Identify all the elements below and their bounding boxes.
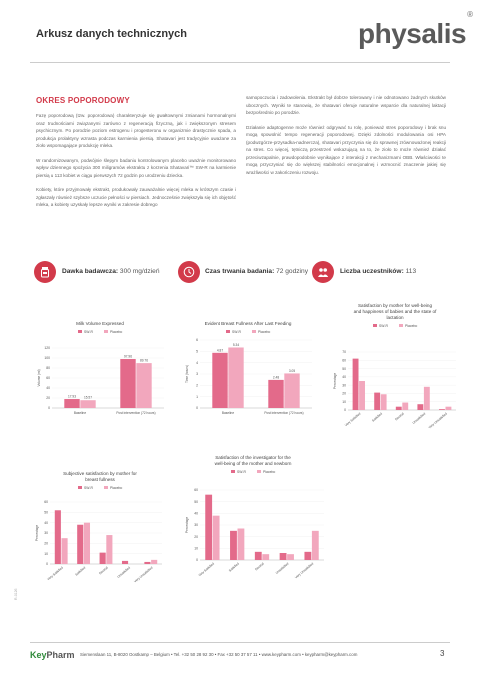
legend-swatch (226, 330, 230, 333)
chart-title: lactation (386, 315, 404, 320)
y-tick-label: 50 (44, 510, 48, 515)
x-tick-label: Baseline (221, 411, 235, 415)
bar (213, 516, 220, 560)
y-tick-label: 0 (196, 558, 198, 563)
y-tick-label: 40 (342, 375, 346, 380)
bar (55, 510, 61, 564)
chart-svg (178, 452, 328, 588)
legend-label: SW-R (84, 486, 93, 490)
stat-participants: Liczba uczestników: 113 (340, 268, 417, 275)
chart-investigator-satisfaction (178, 452, 328, 588)
bar (255, 552, 262, 560)
data-label: 89.76 (140, 358, 148, 363)
document-code: R-0126 (14, 588, 18, 600)
legend-swatch (257, 470, 261, 473)
x-tick-label: Post intervention (72 hours) (116, 411, 156, 415)
text-column-right (246, 94, 446, 183)
bar (77, 525, 83, 564)
chart-svg (30, 468, 170, 588)
x-tick-label: Very Unsatisfied (427, 411, 448, 430)
x-tick-label: Very Unsatisfied (133, 565, 154, 584)
stat-value: 72 godziny (276, 268, 308, 275)
chart-title: Milk Volume Expressed (76, 321, 124, 326)
x-tick-label: Neutral (394, 411, 405, 422)
logo-text: physalis (358, 18, 467, 49)
bar (304, 552, 311, 560)
y-tick-label: 20 (194, 534, 198, 539)
bar (284, 373, 299, 408)
paragraph: Fazę poporodową (tzw. poporodowa) charakteryzuje się gwałtownymi zmianami hormonalnymi oraz trudnościami związanymi zarówno z regeneracją fizyczną, jak i zwiększonym stresem psychicznym. Po porodzie poziom estrogenu i progesteronu w organizmie drastycznie spada, a produkcja prolaktyny wzrasta podczas karmienia piersią. Shatavari jest tradycyjnie uważane za zioło wspomagające produkcję mleka. (36, 113, 236, 148)
y-tick-label: 60 (342, 358, 346, 363)
data-label: 4.87 (216, 348, 224, 353)
legend-swatch (78, 330, 82, 333)
legend-label: Placebo (110, 330, 123, 334)
y-tick-label: 100 (44, 356, 50, 361)
bar (417, 404, 423, 410)
physalis-logo (358, 9, 473, 50)
chart-milk-volume (30, 318, 170, 428)
legend-label: SW-R (379, 324, 388, 328)
y-tick-label: 10 (342, 399, 346, 404)
x-tick-label: Satisfied (371, 411, 384, 423)
y-tick-label: 50 (342, 366, 346, 371)
y-tick-label: 2 (196, 383, 198, 388)
legend-label: SW-R (84, 330, 93, 334)
bar (396, 407, 402, 410)
bar (144, 562, 150, 564)
chart-title: breast fullness (85, 477, 115, 482)
x-tick-label: Unsatisfied (116, 565, 132, 579)
bar (151, 560, 157, 564)
y-tick-label: 40 (44, 520, 48, 525)
y-tick-label: 5 (196, 349, 198, 354)
x-tick-label: Baseline (73, 411, 87, 415)
data-label: 5.34 (232, 342, 240, 347)
clock-icon (178, 261, 200, 283)
bar (424, 387, 430, 410)
footer-divider (30, 642, 450, 643)
y-tick-label: 70 (342, 350, 346, 355)
y-tick-label: 30 (44, 531, 48, 536)
chart-title: Evident Breast Fullness After Last Feeding (204, 321, 292, 326)
y-tick-label: 0 (344, 408, 346, 413)
logo-part-a: Key (30, 650, 47, 660)
bar (64, 399, 79, 408)
data-label: 2.48 (272, 375, 280, 380)
y-tick-label: 30 (342, 383, 346, 388)
y-tick-label: 10 (194, 546, 198, 551)
chart-breast-fullness-time (178, 318, 318, 428)
y-axis-label: Time (hours) (185, 365, 189, 383)
y-tick-label: 6 (196, 338, 198, 343)
bar (136, 363, 151, 408)
bar (106, 535, 112, 564)
chart-svg (330, 300, 460, 430)
y-axis-label: Percentage (35, 524, 39, 542)
chart-svg (178, 318, 318, 428)
x-tick-label: Very Satisfied (46, 565, 64, 582)
y-tick-label: 60 (194, 488, 198, 493)
y-tick-label: 60 (46, 376, 50, 381)
legend-label: Placebo (263, 470, 276, 474)
y-tick-label: 0 (46, 562, 48, 567)
y-tick-label: 10 (44, 551, 48, 556)
x-tick-label: Neutral (254, 561, 265, 572)
legend-swatch (399, 324, 403, 327)
x-tick-label: Satisfied (227, 561, 240, 573)
text-column-left (36, 112, 236, 216)
footer-address: Siemenslaan 11, B-8020 Oostkamp – Belgium • Tel. +32 50 28 92 30 • Fax +32 50 37 57 11 • www.keypharm.com • keypharm@keypharm.com (80, 652, 358, 657)
pill-bottle-icon (34, 261, 56, 283)
y-tick-label: 20 (44, 541, 48, 546)
stat-dose: Dawka badawcza: 300 mg/dzień (62, 268, 160, 275)
legend-label: SW-R (237, 470, 246, 474)
bar (212, 353, 227, 408)
y-tick-label: 3 (196, 372, 198, 377)
y-tick-label: 40 (46, 386, 50, 391)
x-tick-label: Very Satisfied (343, 411, 362, 428)
y-tick-label: 40 (194, 511, 198, 516)
x-tick-label: Satisfied (74, 565, 87, 577)
chart-title: well-being of the mother and newborn (214, 461, 292, 466)
y-tick-label: 4 (196, 360, 198, 365)
page-header (0, 0, 480, 78)
x-tick-label: Unsatisfied (411, 411, 427, 425)
bar (446, 407, 452, 410)
chart-title: Satisfaction of the investigator for the (215, 455, 291, 460)
bar (312, 531, 319, 560)
bar (205, 495, 212, 560)
bar (402, 403, 408, 410)
data-label: 15.57 (84, 395, 92, 400)
stat-label: Dawka badawcza (62, 268, 116, 275)
y-tick-label: 20 (342, 391, 346, 396)
legend-swatch (104, 330, 108, 333)
data-label: 3.05 (288, 368, 296, 373)
bar (238, 529, 245, 561)
bar (280, 553, 287, 560)
study-stats (0, 254, 480, 290)
registered-mark: ® (467, 9, 473, 19)
y-tick-label: 20 (46, 396, 50, 401)
bar (80, 400, 95, 408)
bar (439, 409, 445, 410)
paragraph: W randomizowanym, podwójnie ślepym badaniu kontrolowanym placebo uważnie monitorowano wpływ dziennego spożycia 300 miligramów ekstraktu z korzenia Shatavari™ SW-R na karmienie piersią u 113 kobiet w ciągu pierwszych 72 godzin po urodzeniu dziecka. (36, 157, 236, 178)
people-icon (312, 261, 334, 283)
paragraph: Działanie adaptogenne może również odgrywać tu rolę, ponieważ stres poporodowy i brak snu mogą spowolnić tempo regeneracji poporodowej. Dzięki zdolności modulowania osi HPA (podwzgórze-przysadka-nadnercza), shatavari przyczynia się do sprawnej zrównoważonej reakcji na stres. Co więcej, tętniczą przestrzeń wskazującą na to, że zioło to może również działać przeciwzapalnie, prawdopodobnie wynikające z interakcji z mechanizmami OBB. Właściwości te mogą przyczyniać się do większej stabilności emocjonalnej i wzmocnić znaczenie jakiej się wrażliwości w zakończeniu rozwoju. (246, 124, 446, 175)
y-tick-label: 60 (44, 500, 48, 505)
data-label: 97.96 (124, 354, 132, 359)
y-axis-label: Percentage (185, 516, 189, 534)
chart-title: and happiness of babies and the state of (353, 309, 437, 314)
legend-swatch (78, 486, 82, 489)
data-label: 17.93 (68, 394, 76, 399)
bar (230, 531, 237, 560)
page-title: Arkusz danych technicznych (36, 28, 187, 40)
bar (100, 553, 106, 564)
stat-value: 300 mg/dzień (119, 268, 160, 275)
y-tick-label: 0 (48, 406, 50, 411)
bar (84, 523, 90, 564)
stat-label: Czas trwania badania (205, 268, 273, 275)
x-tick-label: Post intervention (72 hours) (264, 411, 304, 415)
x-tick-label: Very Unsatisfied (294, 561, 315, 580)
bar (62, 538, 68, 564)
bar (122, 561, 128, 564)
y-tick-label: 120 (44, 346, 50, 351)
x-tick-label: Unsatisfied (274, 561, 290, 575)
chart-svg (30, 318, 170, 428)
paragraph: Kobiety, które przyjmowały ekstrakt, produkowały zauważalnie więcej mleka w krótszym czasie i zgłaszały również szybsze uczucie pełności w piersiach. Jednocześnie zwiększyła się ich objętość mleka, a kobiety uzyskały lepsze wyniki w zakresie dobrego (36, 187, 236, 207)
y-tick-label: 1 (196, 394, 198, 399)
legend-swatch (104, 486, 108, 489)
y-tick-label: 80 (46, 366, 50, 371)
chart-title: Satisfaction by mother for well-being (357, 303, 433, 308)
page-number: 3 (440, 649, 445, 658)
stat-duration: Czas trwania badania: 72 godziny (205, 268, 308, 275)
bar (359, 381, 365, 410)
bar (381, 394, 387, 410)
y-tick-label: 30 (194, 523, 198, 528)
logo-part-b: Pharm (46, 650, 75, 660)
legend-swatch (373, 324, 377, 327)
page-footer (0, 636, 480, 676)
bar (287, 554, 294, 560)
y-axis-label: Percentage (333, 372, 337, 390)
legend-label: Placebo (110, 486, 123, 490)
stat-label: Liczba uczestników (340, 268, 402, 275)
x-tick-label: Neutral (98, 565, 109, 576)
legend-swatch (252, 330, 256, 333)
chart-title: Subjective satisfaction by mother for (63, 471, 137, 476)
section-title: OKRES POPORODOWY (36, 96, 130, 105)
keypharm-logo (30, 650, 75, 660)
header-divider (30, 62, 450, 63)
bar (374, 393, 380, 410)
chart-breast-fullness-satisfaction (30, 468, 170, 588)
legend-label: Placebo (258, 330, 271, 334)
stat-value: 113 (405, 268, 417, 275)
bar (268, 380, 283, 408)
legend-label: SW-R (232, 330, 241, 334)
paragraph: samopoczucia i zadowolenia. Ekstrakt był dobrze tolerowany i nie odnotowano żadnych skutków ubocznych. Wyniki te stanowią, że shatavari oferuje naturalne wsparcie dla naturalnej laktacji bezpośrednio po porodzie. (246, 95, 446, 115)
legend-swatch (231, 470, 235, 473)
legend-label: Placebo (405, 324, 418, 328)
bar (262, 554, 269, 560)
bar (120, 359, 135, 408)
y-tick-label: 50 (194, 499, 198, 504)
bar (353, 359, 359, 410)
chart-mother-satisfaction-lactation (330, 300, 460, 430)
x-tick-label: Very Satisfied (197, 561, 216, 578)
bar (228, 347, 243, 408)
y-tick-label: 0 (196, 406, 198, 411)
y-axis-label: Volume (ml) (37, 369, 41, 387)
